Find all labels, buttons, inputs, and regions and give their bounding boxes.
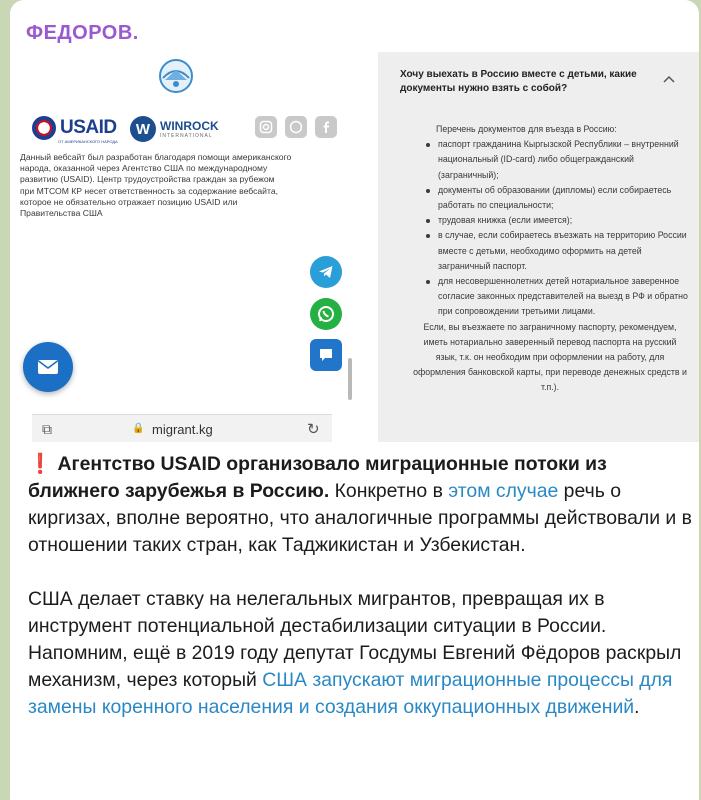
list-item: документы об образовании (дипломы) если собираетесь работать по специальности;: [426, 183, 688, 213]
text-span: США делает ставку на нелегальных мигрантов, превращая их в инструмент потенциальной дестабилизации ситуации в России. Напомним, ещё в 2019 году депутат Госдумы Евгений Фёдоров раскрыл механизм, через который: [28, 588, 682, 691]
telegram-icon[interactable]: [310, 256, 342, 288]
winrock-logo-subtext: INTERNATIONAL: [160, 132, 213, 139]
disclaimer-line: при МТСОМ КР несет ответственность за содержание вебсайта,: [20, 185, 278, 196]
kyrgyz-emblem-icon: [155, 58, 197, 94]
whatsapp-icon[interactable]: [310, 298, 342, 330]
link-usa-migration[interactable]: США запускают миграционные процессы для замены коренного населения и создания оккупационных движений: [28, 669, 673, 718]
faq-footer: Если, вы въезжаете по заграничному паспорту, рекомендуем, иметь нотариально заверенный перевод паспорта на русский язык, т.к. он необходим при оформлении на работу, для оформления банковской карты, при переводе денежных средств и т.п.).: [413, 321, 687, 393]
usaid-disclaimer: [20, 152, 340, 219]
link-this-case[interactable]: этом случае: [448, 480, 559, 502]
usaid-logo: [32, 115, 132, 144]
facebook-icon[interactable]: [315, 116, 337, 138]
winrock-logo-text: WINROCK: [160, 118, 219, 133]
instagram-icon[interactable]: [255, 116, 277, 138]
photo-left-screenshot[interactable]: [10, 52, 360, 442]
message-icon[interactable]: [310, 339, 342, 371]
disclaimer-line: которое не обязательно отражает позицию USAID или: [20, 196, 238, 207]
exclamation-icon: ❗: [28, 453, 53, 475]
list-item: для несовершеннолетних детей нотариальное заверенное согласие законных представителей на выезд в РФ и обратно при сопровождении третьими лицами.: [426, 274, 688, 320]
document-list: [398, 137, 688, 319]
photo-right-screenshot[interactable]: [378, 52, 699, 442]
usaid-seal-icon: [32, 116, 56, 140]
paragraph-1: [28, 451, 693, 559]
faq-answer: [398, 122, 688, 396]
winrock-logo: [130, 115, 240, 143]
tabs-icon[interactable]: ⧉: [42, 421, 52, 437]
channel-name[interactable]: ФЕДОРОВ.: [26, 22, 139, 44]
disclaimer-line: Данный вебсайт был разработан благодаря помощи американского: [20, 152, 292, 162]
social-links: [255, 116, 337, 138]
mail-icon[interactable]: [23, 342, 73, 392]
usaid-logo-subtext: ОТ АМЕРИКАНСКОГО НАРОДА: [58, 139, 118, 144]
scrollbar[interactable]: [348, 358, 352, 400]
usaid-logo-text: USAID: [60, 117, 117, 138]
disclaimer-line: Правительства США: [20, 208, 103, 219]
bold-lead: Агентство USAID организовало миграционные потоки из ближнего зарубежья в Россию.: [28, 453, 607, 502]
text-span: Конкретно в: [329, 480, 449, 502]
reload-icon[interactable]: ↻: [307, 421, 320, 438]
message-text: [28, 451, 693, 721]
disclaimer-line: развитию (USAID). Центр трудоустройства граждан за рубежом: [20, 174, 275, 185]
message-bubble: [10, 0, 699, 800]
paragraph-2: [28, 586, 693, 721]
text-span: речь о киргизах, вполне вероятно, что аналогичные программы действовали и в отношении таких стран, как Таджикистан и Узбекистан.: [28, 480, 692, 556]
faq-question[interactable]: Хочу выехать в Россию вместе с детьми, какие документы нужно взять с собой?: [400, 69, 637, 94]
list-item: в случае, если собираетесь въезжать на территорию России вместе с детьми, необходимо оформить на детей заграничный паспорт.: [426, 228, 688, 274]
disclaimer-line: народа, оказанной через Агентство США по международному: [20, 163, 268, 174]
faq-intro: Перечень документов для въезда в Россию:: [436, 124, 617, 134]
chevron-up-icon[interactable]: [663, 72, 675, 86]
browser-url-bar[interactable]: [32, 414, 332, 442]
url-text[interactable]: migrant.kg: [152, 422, 213, 437]
lock-icon: 🔒: [132, 423, 145, 434]
whatsapp-icon[interactable]: [285, 116, 307, 138]
list-item: паспорт гражданина Кыргызской Республики – внутренний национальный (ID-card) либо общегражданский (заграничный);: [426, 137, 688, 183]
list-item: трудовая книжка (если имеется);: [426, 213, 688, 228]
winrock-w-icon: W: [130, 116, 156, 142]
text-span: .: [634, 696, 640, 718]
